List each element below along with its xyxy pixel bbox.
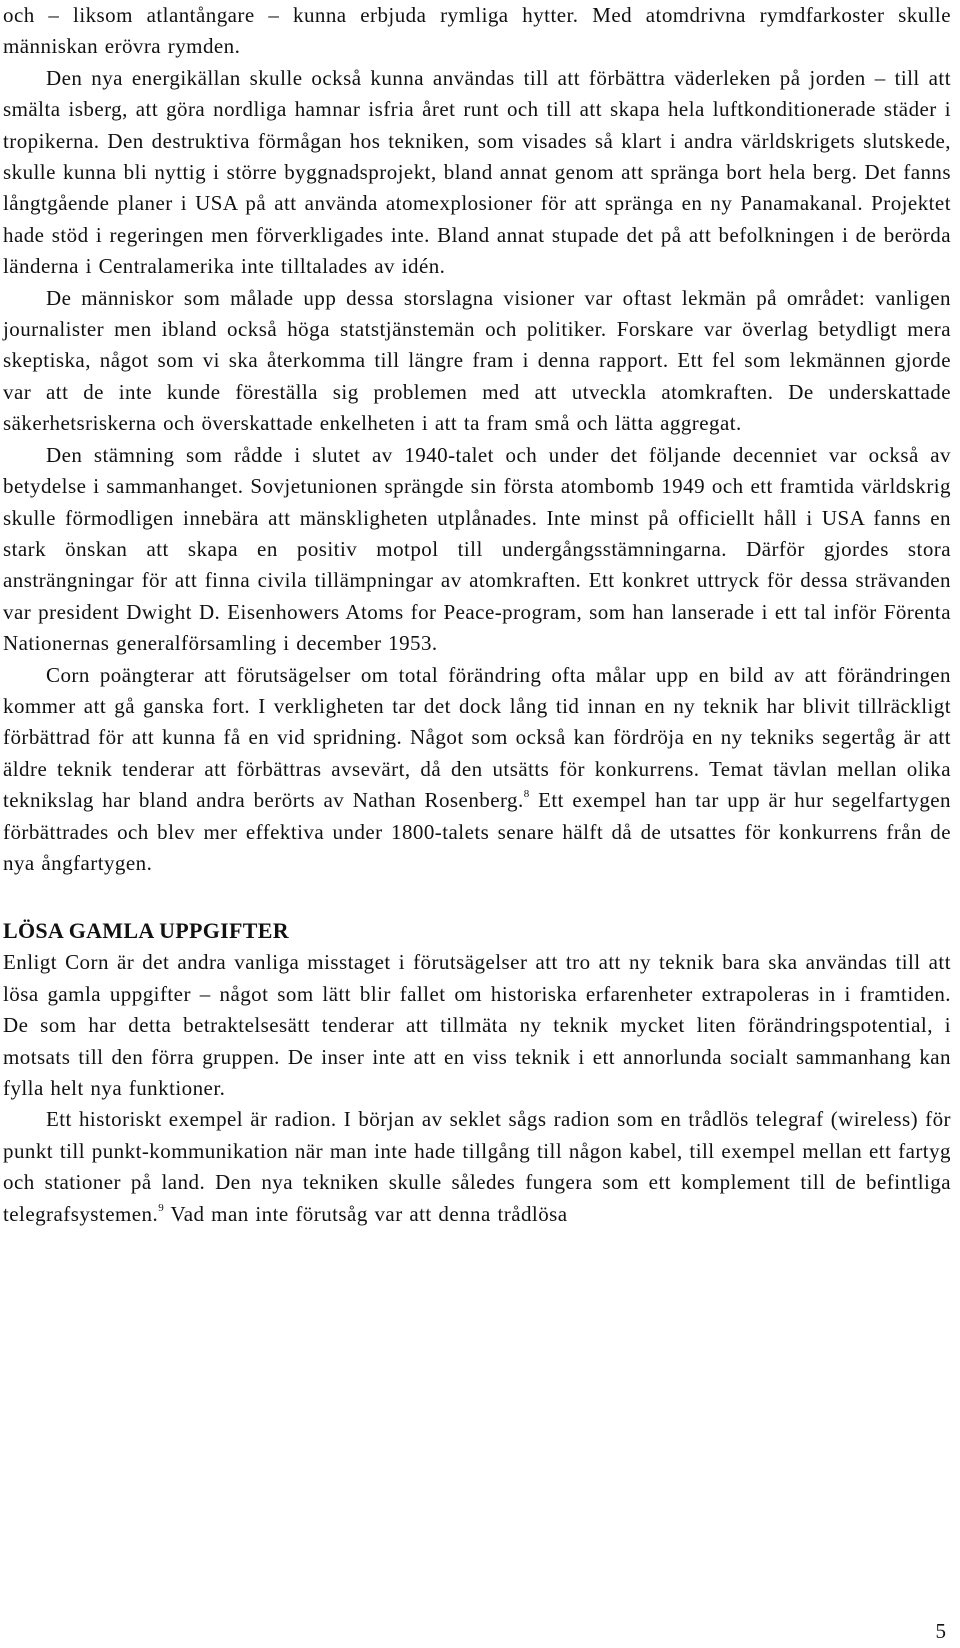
paragraph-text: Corn poängterar att förutsägelser om total förändring ofta målar upp en bild av att förändringen kommer att gå ganska fort. I verkligheten tar det dock lång tid innan en ny teknik har blivit tillräckligt förbättrad för att kunna få en vid spridning. Något som också kan fördröja en ny tekniks segertåg är att äldre teknik tenderar att förbättras avsevärt, då den utsätts för konkurrens. Temat tävlan mellan olika teknikslag har bland andra berörts av Nathan Rosenberg. <box>3 662 951 813</box>
footnote-reference-9: 9 <box>158 1201 165 1214</box>
paragraph-radio-example <box>3 1104 951 1230</box>
paragraph-postwar-mood: Den stämning som rådde i slutet av 1940-talet och under det följande decenniet var också av betydelse i sammanhanget. Sovjetunionen sprängde sin första atombomb 1949 och ett framtida världskrig skulle förmodligen innebära att mänskligheten utplånades. Inte minst på officiellt håll i USA fanns en stark önskan att skapa en positiv motpol till undergångsstämningarna. Därför gjordes stora ansträngningar för att finna civila tillämpningar av atomkraften. Ett konkret uttryck för dessa strävanden var president Dwight D. Eisenhowers Atoms for Peace-program, som han lanserade i ett tal inför Förenta Nationernas generalförsamling i december 1953. <box>3 442 951 656</box>
paragraph-visionaries: De människor som målade upp dessa storslagna visioner var oftast lekmän på området: vanligen journalister men ibland också höga statstjänstemän och politiker. Forskare var överlag betydligt mera skeptiska, något som vi ska återkomma till längre fram i denna rapport. Ett fel som lekmännen gjorde var att de inte kunde föreställa sig problemen med att utveckla atomkraften. De underskattade säkerhetsriskerna och överskattade enkelheten i att ta fram små och lätta aggregat. <box>3 285 951 436</box>
section-heading: LÖSA GAMLA UPPGIFTER <box>3 918 289 944</box>
page-number: 5 <box>935 1619 946 1643</box>
document-page <box>3 0 951 1230</box>
paragraph-text: Ett historiskt exempel är radion. I början av seklet sågs radion som en trådlös telegraf (wireless) för punkt till punkt-kommunikation när man inte hade tillgång till någon kabel, till exempel mellan ett fartyg och stationer på land. Den nya tekniken skulle således fungera som ett komplement till de befintliga telegrafsystemen. <box>3 1107 951 1226</box>
paragraph-energy-uses: Den nya energikällan skulle också kunna användas till att förbättra väderleken på jorden – till att smälta isberg, att göra nordliga hamnar isfria året runt och till att skapa hela luftkonditionerade städer i tropikerna. Den destruktiva förmågan hos tekniken, som visades så klart i andra världskrigets slutskede, skulle kunna bli nyttig i större byggnadsprojekt, bland annat genom att spränga bort hela berg. Det fanns långtgående planer i USA på att använda atomexplosioner för att spränga en ny Panamakanal. Projektet hade stöd i regeringen men förverkligades inte. Bland annat stupade det på att befolkningen i de berörda länderna i Centralamerika inte tilltalades av idén. <box>3 65 951 279</box>
paragraph-text: Ett exempel han tar upp är hur segelfartygen förbättrades och blev mer effektiva under 1800-talets senare hälft då de utsattes för konkurrens från de nya ångfartygen. <box>3 788 951 875</box>
paragraph-text: Vad man inte förutsåg var att denna trådlösa <box>164 1201 568 1226</box>
paragraph-continuation: och – liksom atlantångare – kunna erbjuda rymliga hytter. Med atomdrivna rymdfarkoster skulle människan erövra rymden. <box>3 3 951 59</box>
paragraph-corn-prediction <box>3 660 951 880</box>
footnote-reference-8: 8 <box>523 788 530 801</box>
paragraph-old-tasks: Enligt Corn är det andra vanliga misstaget i förutsägelser att tro att ny teknik bara ska användas till att lösa gamla uppgifter – något som lätt blir fallet om historiska erfarenheter extrapoleras in i framtiden. De som har detta betraktelsesätt tenderar att tillmäta ny teknik mycket liten förändringspotential, i motsats till den förra gruppen. De inser inte att en viss teknik i ett annorlunda socialt sammanhang kan fylla helt nya funktioner. <box>3 950 951 1100</box>
